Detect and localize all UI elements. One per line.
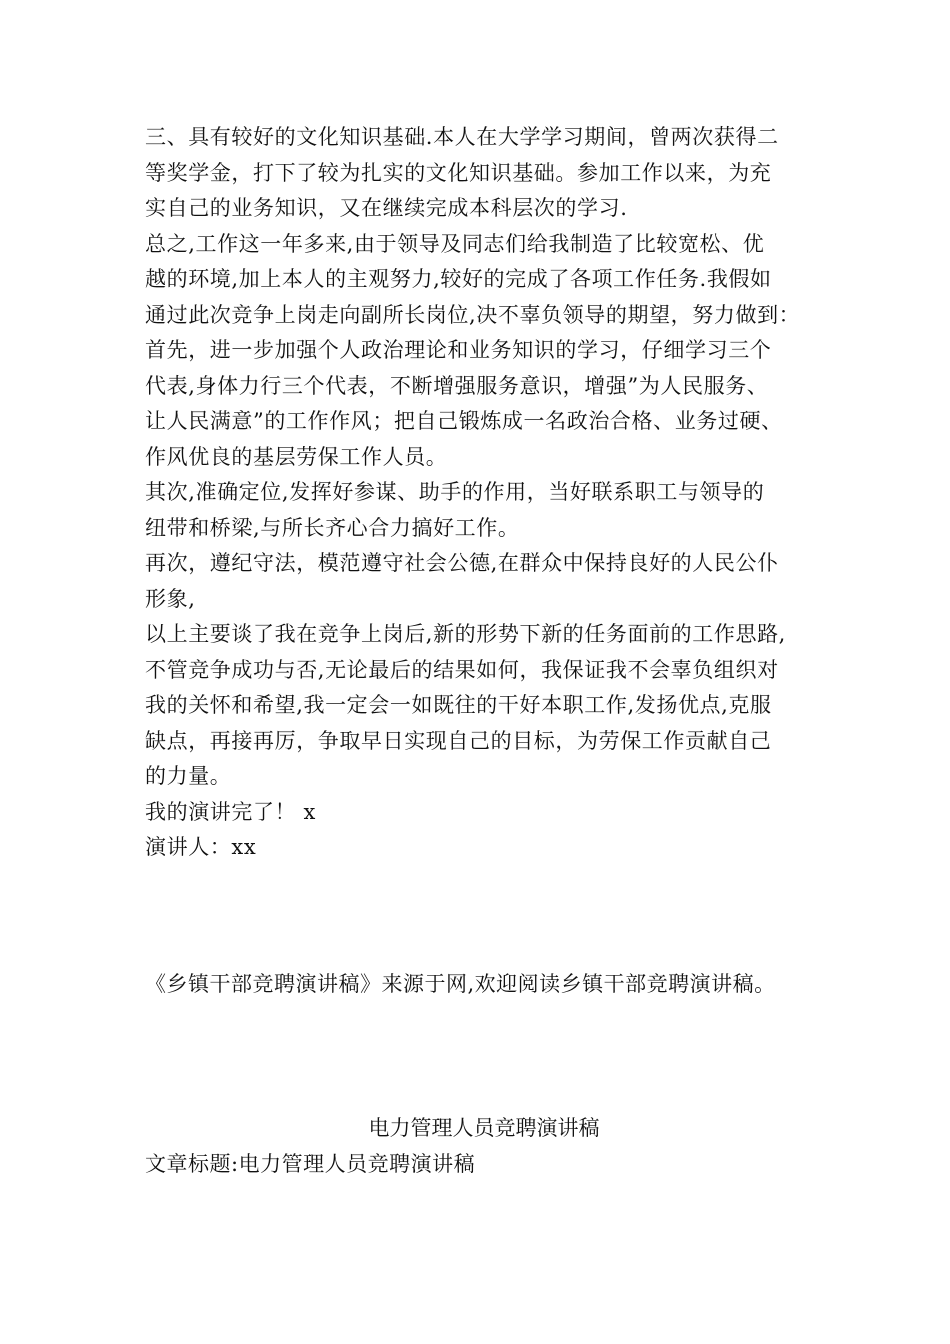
body-line: 我的关怀和希望,我一定会一如既往的干好本职工作,发扬优点,克服 [145,693,772,717]
body-line: 通过此次竞争上岗走向副所长岗位,决不辜负领导的期望，努力做到： [145,302,801,327]
body-line: 纽带和桥梁,与所长齐心合力搞好工作。 [145,515,520,540]
body-line: 越的环境,加上本人的主观努力,较好的完成了各项工作任务.我假如 [145,267,772,291]
body-line: 让人民满意”的工作作风；把自己锻炼成一名政治合格、业务过硬、 [145,409,783,433]
speech-body [145,120,825,866]
body-line: 形象, [145,586,196,611]
closing-line: 我的演讲完了！ x [145,799,316,824]
body-line: 缺点，再接再厉，争取早日实现自己的目标，为劳保工作贡献自己 [145,728,772,753]
body-line: 以上主要谈了我在竞争上岗后,新的形势下新的任务面前的工作思路, [145,622,786,646]
body-line: 作风优良的基层劳保工作人员。 [145,444,448,469]
body-line: 其次,准确定位,发挥好参谋、助手的作用，当好联系职工与领导的 [145,480,765,504]
body-line: 实自己的业务知识，又在继续完成本科层次的学习. [145,196,628,220]
body-line: 的力量。 [145,764,232,788]
body-line: 三、具有较好的文化知识基础.本人在大学学习期间，曾两次获得二 [145,125,779,149]
body-line: 总之,工作这一年多来,由于领导及同志们给我制造了比较宽松、优 [145,231,765,256]
next-document-title: 电力管理人员竞聘演讲稿 [368,1116,600,1140]
body-line: 首先，进一步加强个人政治理论和业务知识的学习，仔细学习三个 [145,338,772,362]
body-line: 等奖学金，打下了较为扎实的文化知识基础。参加工作以来，为充 [145,160,772,185]
body-line: 代表,身体力行三个代表，不断增强服务意识，增强”为人民服务、 [145,373,769,398]
body-line: 不管竞争成功与否,无论最后的结果如何，我保证我不会辜负组织对 [145,657,779,682]
source-note: 《乡镇干部竞聘演讲稿》来源于网,欢迎阅读乡镇干部竞聘演讲稿。 [145,972,776,996]
article-title-line: 文章标题:电力管理人员竞聘演讲稿 [145,1152,476,1176]
body-line: 再次，遵纪守法，模范遵守社会公德,在群众中保持良好的人民公仆 [145,551,779,575]
speaker-line: 演讲人：xx [145,835,257,859]
